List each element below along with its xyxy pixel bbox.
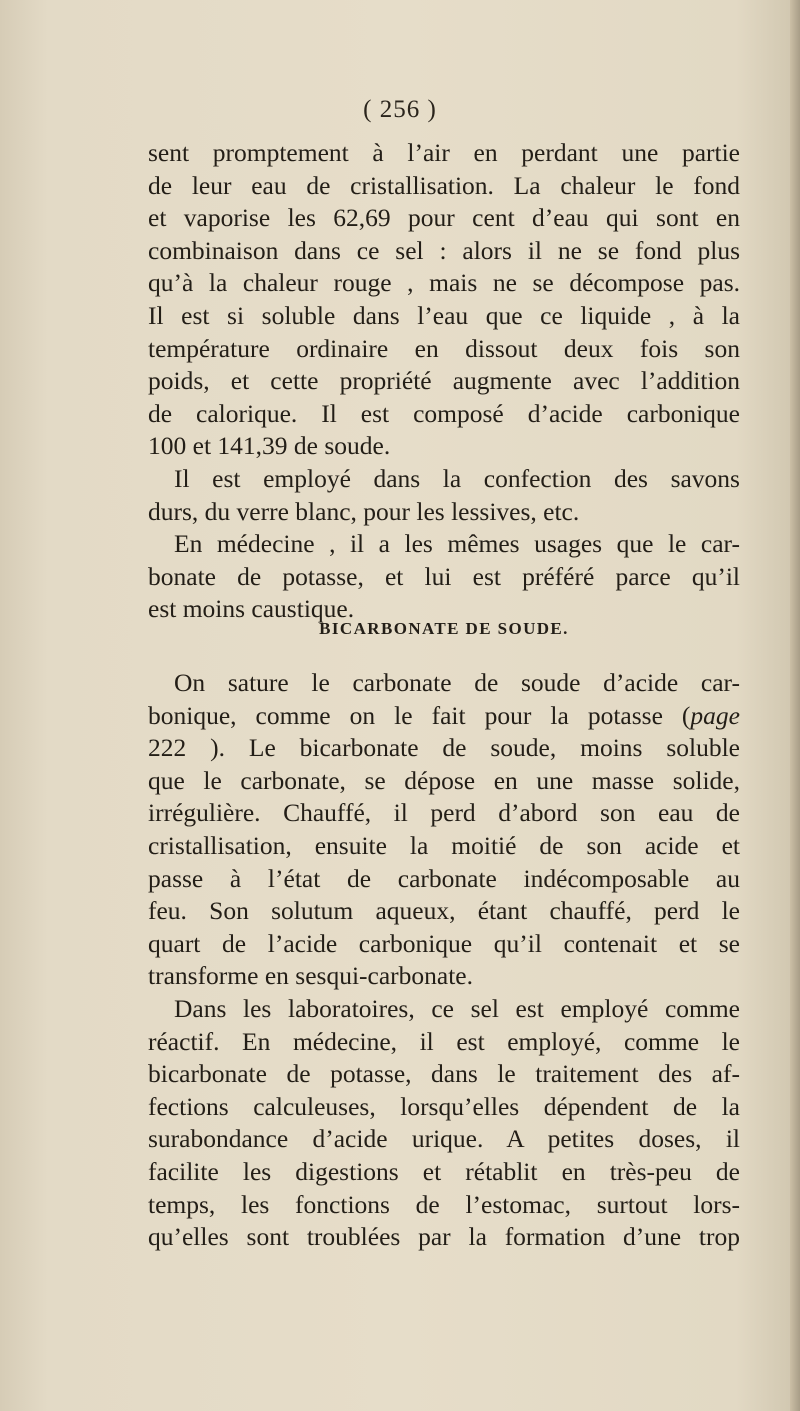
section-heading: BICARBONATE DE SOUDE. <box>319 619 569 638</box>
text-fragment: bonique, comme on le fait pour la potasse ( <box>148 700 691 730</box>
text-line: passe à l’état de carbonate indécomposable au <box>148 863 740 893</box>
text-line: En médecine , il a les mêmes usages que le car- <box>174 529 740 559</box>
text-line: réactif. En médecine, il est employé, comme le <box>148 1026 740 1056</box>
text-line: qu’à la chaleur rouge , mais ne se décompose pas. <box>148 268 740 298</box>
page-number: ( 256 ) <box>363 96 437 123</box>
text-block-top <box>148 137 740 626</box>
text-line: de calorique. Il est composé d’acide carbonique <box>148 398 740 428</box>
text-line: surabondance d’acide urique. A petites doses, il <box>148 1124 740 1154</box>
text-line: et vaporise les 62,69 pour cent d’eau qui sont en <box>148 203 740 233</box>
text-line: 222 ). Le bicarbonate de soude, moins soluble <box>148 733 740 763</box>
text-line: température ordinaire en dissout deux fois son <box>148 333 740 363</box>
text-line: transforme en sesqui-carbonate. <box>148 961 473 991</box>
text-line: feu. Son solutum aqueux, étant chauffé, perd le <box>148 896 740 926</box>
text-line: On sature le carbonate de soude d’acide car- <box>174 668 740 697</box>
text-line: sent promptement à l’air en perdant une partie <box>148 138 740 167</box>
text-line: Il est employé dans la confection des savons <box>174 463 740 493</box>
text-line: fections calculeuses, lorsqu’elles dépendent de la <box>148 1091 740 1121</box>
text-line: poids, et cette propriété augmente avec l’addition <box>148 366 740 396</box>
text-line: durs, du verre blanc, pour les lessives, etc. <box>148 496 580 526</box>
italic-word: page <box>690 700 740 730</box>
text-line: cristallisation, ensuite la moitié de son acide et <box>148 830 740 860</box>
text-line: temps, les fonctions de l’estomac, surtout lors- <box>148 1189 740 1219</box>
page-edge-shadow <box>790 0 800 1411</box>
text-line: Dans les laboratoires, ce sel est employé comme <box>174 993 740 1023</box>
text-line: Il est si soluble dans l’eau que ce liquide , à la <box>148 300 740 330</box>
text-line: qu’elles sont troublées par la formation d’une trop <box>148 1222 740 1252</box>
text-block-bottom <box>148 667 740 1254</box>
text-line: irrégulière. Chauffé, il perd d’abord son eau de <box>148 798 740 828</box>
text-line: est moins caustique. <box>148 594 355 624</box>
text-line: combinaison dans ce sel : alors il ne se fond plus <box>148 235 740 265</box>
text-line: que le carbonate, se dépose en une masse solide, <box>148 765 740 795</box>
text-line: de leur eau de cristallisation. La chaleur le fond <box>148 170 740 200</box>
text-line: facilite les digestions et rétablit en très-peu de <box>148 1156 740 1186</box>
text-line: bicarbonate de potasse, dans le traitement des af- <box>148 1059 740 1089</box>
text-line: 100 et 141,39 de soude. <box>148 431 391 461</box>
text-line: quart de l’acide carbonique qu’il contenait et se <box>148 928 740 958</box>
text-line: bonate de potasse, et lui est préféré parce qu’il <box>148 561 740 591</box>
text-line <box>148 700 740 733</box>
